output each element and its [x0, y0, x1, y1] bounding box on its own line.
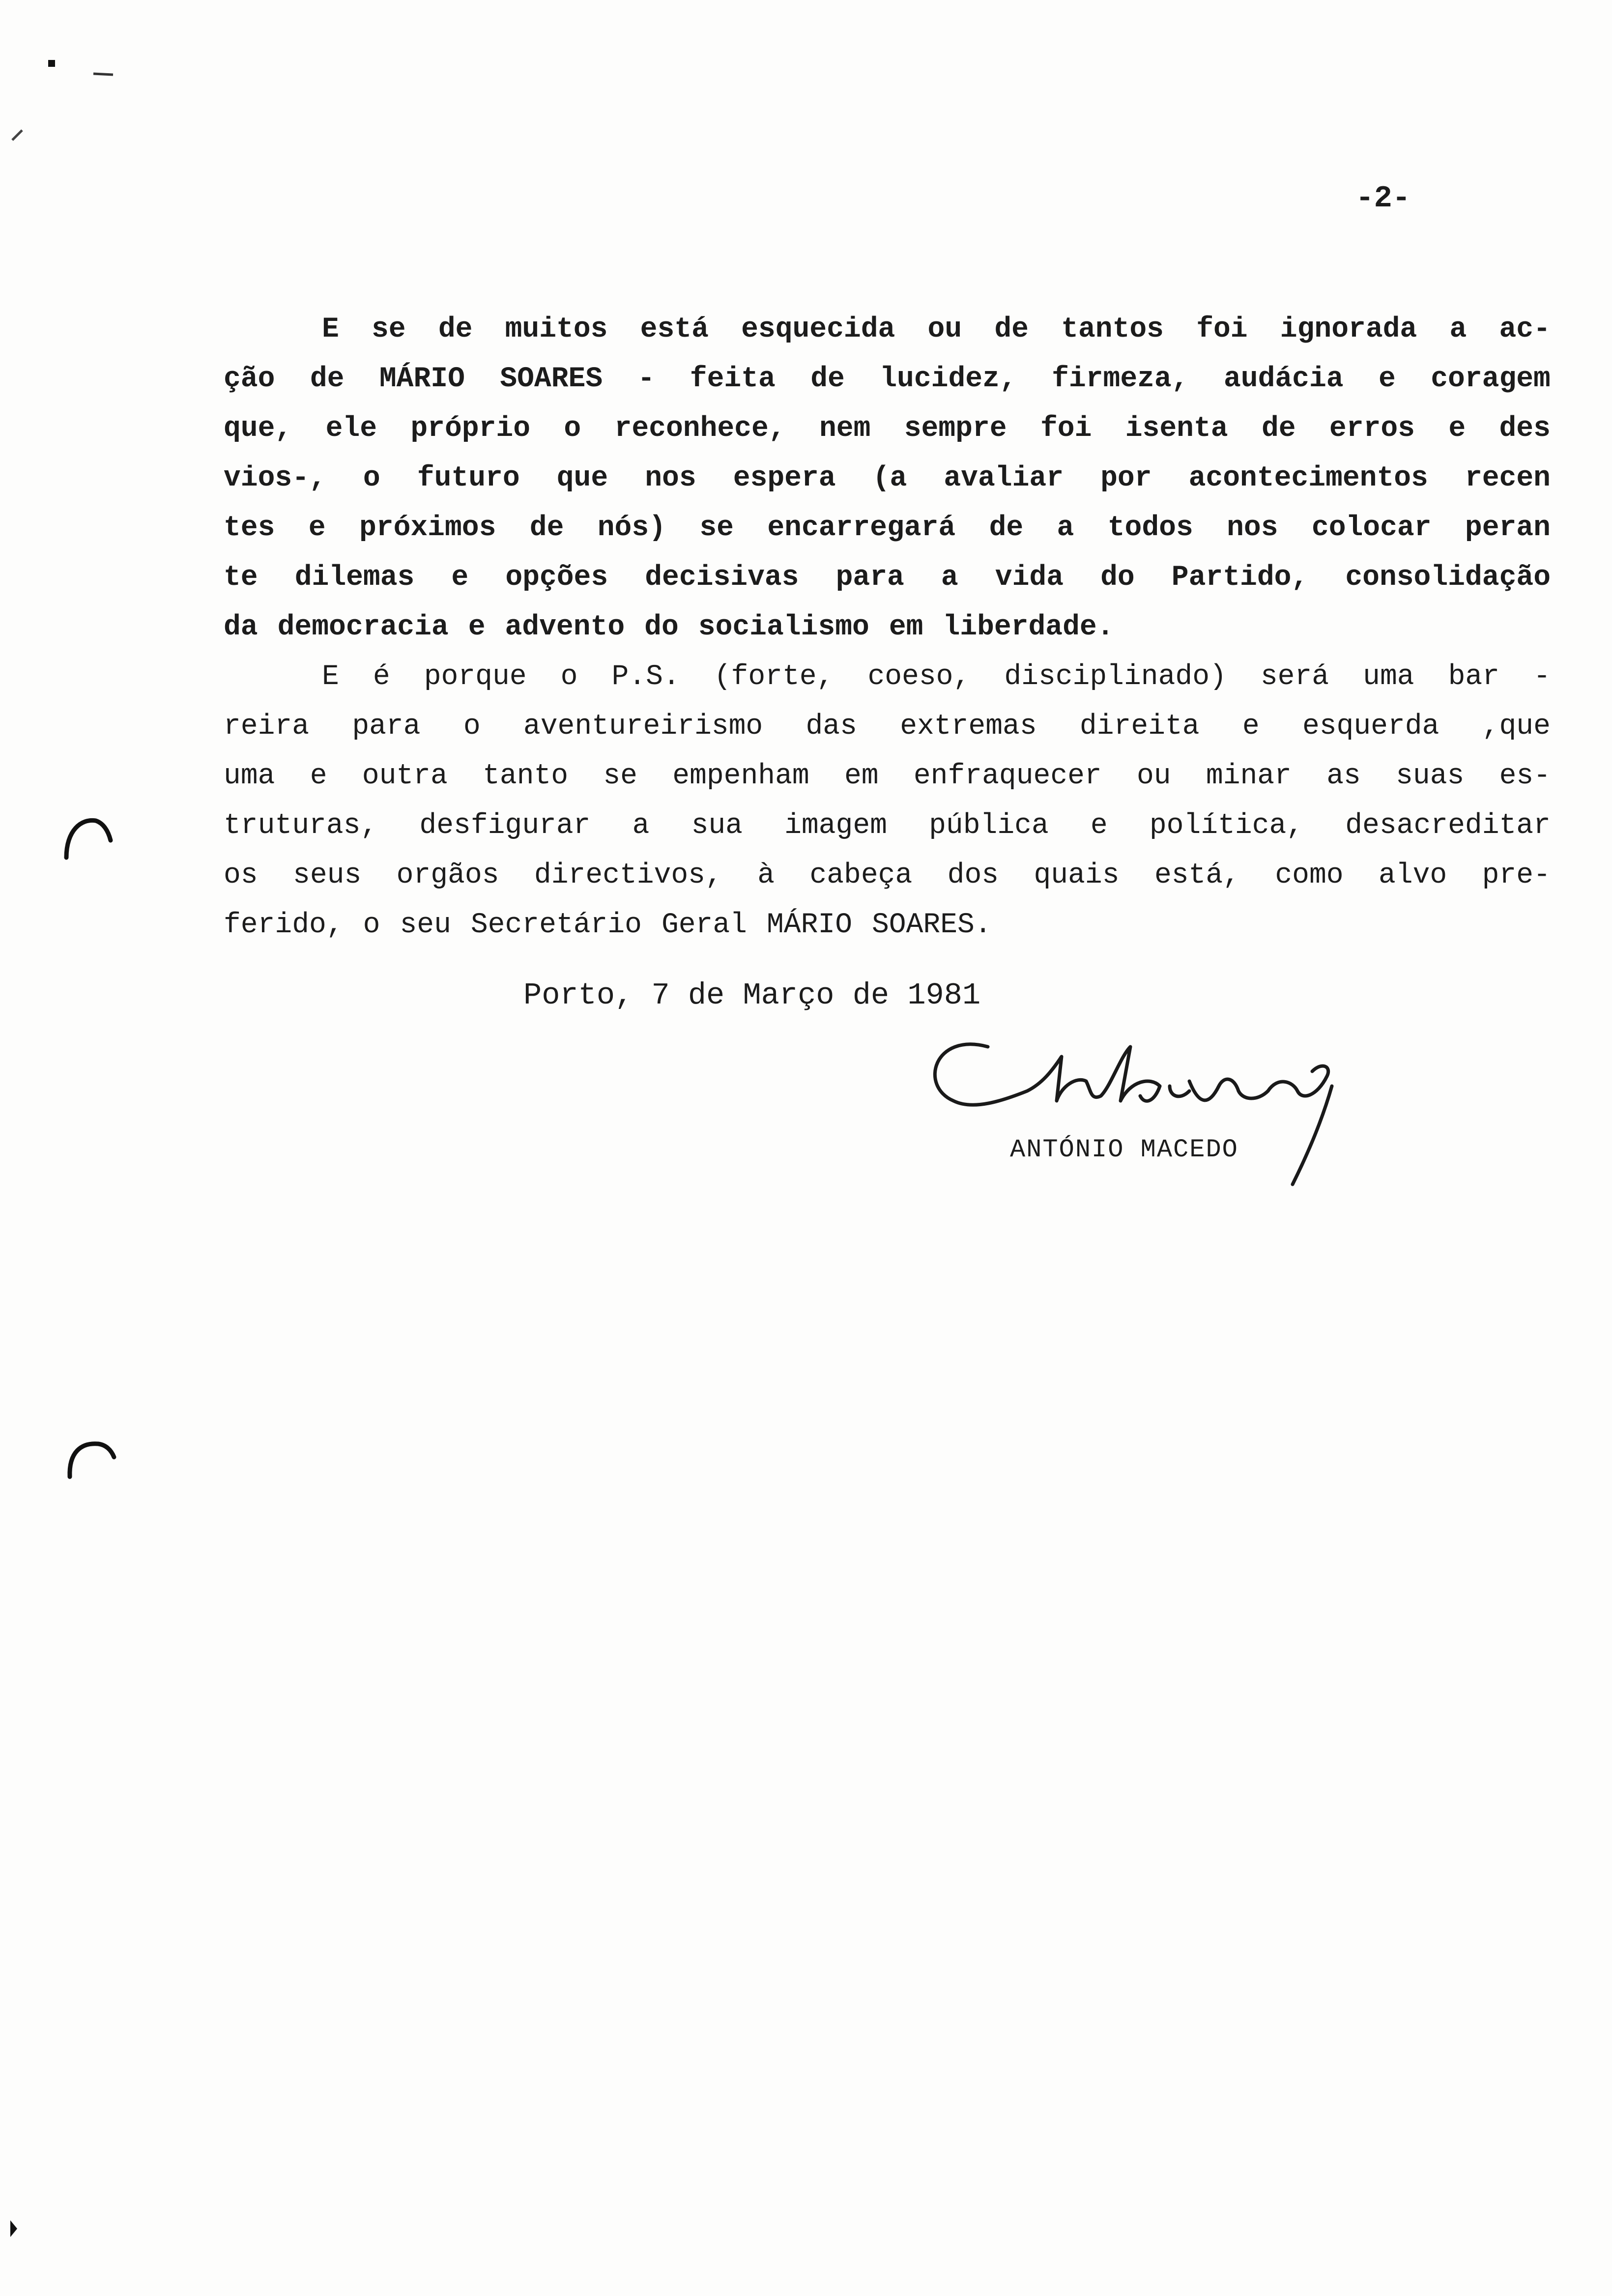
word: dilemas — [294, 562, 415, 594]
word: uma — [224, 760, 275, 792]
word: próprio — [410, 413, 531, 445]
text-line — [224, 503, 1551, 553]
text-line — [224, 404, 1551, 454]
word: SOARES — [500, 363, 603, 395]
word: e — [310, 760, 327, 792]
word: do — [644, 611, 679, 643]
word: E — [322, 314, 339, 345]
word: firmeza, — [1052, 363, 1189, 395]
place-date: Porto, 7 de Março de 1981 — [523, 978, 981, 1013]
word: desacreditar — [1345, 810, 1551, 842]
text-line — [224, 553, 1551, 603]
word: reira — [224, 711, 310, 743]
word: se — [699, 512, 734, 544]
word: reconhece, — [614, 413, 786, 445]
word: espera — [733, 462, 836, 494]
word: alvo — [1379, 860, 1447, 891]
word: para — [835, 562, 904, 594]
word: pre- — [1482, 860, 1551, 891]
word: o — [564, 413, 581, 445]
text-line — [224, 354, 1551, 404]
word: isenta — [1125, 413, 1228, 445]
word: coragem — [1431, 363, 1551, 395]
word: futuro — [417, 462, 520, 494]
word: feita — [690, 363, 776, 395]
word: o — [363, 462, 380, 494]
word: está — [640, 314, 709, 345]
word: sua — [691, 810, 743, 842]
text-line — [224, 801, 1551, 851]
word: das — [806, 711, 857, 743]
word: aventureirismo — [523, 711, 763, 743]
word: ignorada — [1280, 314, 1417, 345]
word: em — [889, 611, 923, 643]
word: nos — [645, 462, 696, 494]
word: sempre — [904, 413, 1007, 445]
word: E — [322, 661, 339, 693]
word: da — [224, 611, 258, 643]
word: os — [224, 860, 258, 891]
text-line — [224, 751, 1551, 801]
word: como — [1275, 860, 1344, 891]
word: a — [941, 562, 958, 594]
word: o — [463, 711, 481, 743]
text-line — [224, 603, 1551, 652]
word: nos — [1227, 512, 1278, 544]
word: te — [224, 562, 258, 594]
word: democracia — [277, 611, 449, 643]
word: tanto — [483, 760, 569, 792]
word: vios-, — [224, 462, 326, 494]
word: des — [1499, 413, 1551, 445]
word: ferido, — [224, 909, 344, 941]
signature-slash-stroke — [1288, 1081, 1337, 1189]
word: erros — [1329, 413, 1415, 445]
word: a — [632, 810, 650, 842]
word: seus — [293, 860, 362, 891]
word: será — [1260, 661, 1329, 693]
word: Secretário — [470, 909, 642, 941]
word: à — [757, 860, 775, 891]
word: e — [451, 562, 469, 594]
word: foi — [1040, 413, 1092, 445]
word: muitos — [505, 314, 608, 345]
word: es- — [1499, 760, 1551, 792]
word: avaliar — [944, 462, 1064, 494]
word: coeso, — [867, 661, 971, 693]
page-number: -2- — [1355, 181, 1410, 216]
text-line — [224, 454, 1551, 503]
word: a — [1449, 314, 1467, 345]
word: Partido, — [1171, 562, 1309, 594]
word: se — [372, 314, 406, 345]
word: consolidação — [1345, 562, 1551, 594]
word: audácia — [1223, 363, 1344, 395]
word: esquerda — [1302, 711, 1439, 743]
word: outra — [362, 760, 448, 792]
word: seu — [400, 909, 451, 941]
word: - — [637, 363, 655, 395]
word: ac- — [1499, 314, 1551, 345]
word: de — [810, 363, 845, 395]
word: esquecida — [741, 314, 895, 345]
word: ou — [1137, 760, 1171, 792]
word: o — [560, 661, 578, 693]
word: que, — [224, 413, 292, 445]
text-line — [224, 851, 1551, 900]
word: directivos, — [534, 860, 722, 891]
word: do — [1100, 562, 1135, 594]
text-line — [224, 702, 1551, 751]
word: colocar — [1311, 512, 1432, 544]
word: de — [438, 314, 473, 345]
word: tes — [224, 512, 275, 544]
word: de — [310, 363, 345, 395]
word: orgãos — [396, 860, 499, 891]
word: nem — [819, 413, 871, 445]
word: pública — [929, 810, 1049, 842]
word: e — [468, 611, 486, 643]
word: minar — [1206, 760, 1292, 792]
word: SOARES. — [872, 909, 992, 941]
word: truturas, — [224, 810, 378, 842]
letter-body — [224, 305, 1551, 950]
word: empenham — [672, 760, 809, 792]
word: dos — [947, 860, 999, 891]
word: as — [1326, 760, 1361, 792]
word: enfraquecer — [913, 760, 1102, 792]
word: em — [844, 760, 879, 792]
word: extremas — [900, 711, 1037, 743]
word: - — [1533, 661, 1551, 693]
word: a — [1057, 512, 1074, 544]
word: uma — [1363, 661, 1414, 693]
word: está, — [1154, 860, 1240, 891]
word: Geral — [661, 909, 747, 941]
word: lucidez, — [880, 363, 1017, 395]
word: (a — [872, 462, 907, 494]
word: foi — [1196, 314, 1248, 345]
handwritten-signature — [914, 1027, 1337, 1125]
word: disciplinado) — [1004, 661, 1227, 693]
word: e — [1090, 810, 1108, 842]
word: todos — [1107, 512, 1193, 544]
word: política, — [1149, 810, 1304, 842]
word: ou — [927, 314, 962, 345]
scan-speck — [7, 2216, 22, 2241]
text-line — [224, 305, 1551, 354]
word: P.S. — [611, 661, 680, 693]
word: e — [1242, 711, 1260, 743]
scan-speck — [7, 120, 37, 150]
word: peran — [1465, 512, 1551, 544]
word: decisivas — [645, 562, 799, 594]
word: MÁRIO — [379, 363, 465, 395]
word: ele — [325, 413, 377, 445]
text-line — [224, 900, 1551, 950]
word: tantos — [1061, 314, 1164, 345]
word: MÁRIO — [766, 909, 852, 941]
word: de — [994, 314, 1029, 345]
signatory-name: ANTÓNIO MACEDO — [1010, 1135, 1238, 1164]
word: bar — [1448, 661, 1500, 693]
word: liberdade. — [943, 611, 1114, 643]
word: direita — [1079, 711, 1200, 743]
word: cabeça — [809, 860, 913, 891]
punch-hole-mark — [64, 1430, 118, 1479]
word: de — [989, 512, 1024, 544]
word: próximos — [359, 512, 496, 544]
word: e — [1379, 363, 1396, 395]
word: quais — [1034, 860, 1120, 891]
word: é — [373, 661, 390, 693]
word: que — [556, 462, 608, 494]
word: suas — [1396, 760, 1465, 792]
word: e — [1448, 413, 1466, 445]
word: por — [1100, 462, 1152, 494]
word: (forte, — [714, 661, 834, 693]
word: recen — [1465, 462, 1551, 494]
word: se — [603, 760, 637, 792]
word: advento — [505, 611, 625, 643]
word: para — [352, 711, 421, 743]
word: nós) — [597, 512, 666, 544]
word: ,que — [1482, 711, 1551, 743]
word: socialismo — [698, 611, 869, 643]
punch-hole-mark — [61, 811, 115, 860]
word: encarregará — [767, 512, 956, 544]
word: de — [529, 512, 564, 544]
word: porque — [424, 661, 527, 693]
word: ção — [224, 363, 275, 395]
word: imagem — [784, 810, 887, 842]
text-line — [224, 652, 1551, 702]
scan-speck — [44, 54, 123, 84]
word: de — [1261, 413, 1296, 445]
word: e — [308, 512, 326, 544]
word: vida — [995, 562, 1064, 594]
word: opções — [505, 562, 608, 594]
word: desfigurar — [419, 810, 591, 842]
word: o — [363, 909, 380, 941]
word: acontecimentos — [1188, 462, 1428, 494]
